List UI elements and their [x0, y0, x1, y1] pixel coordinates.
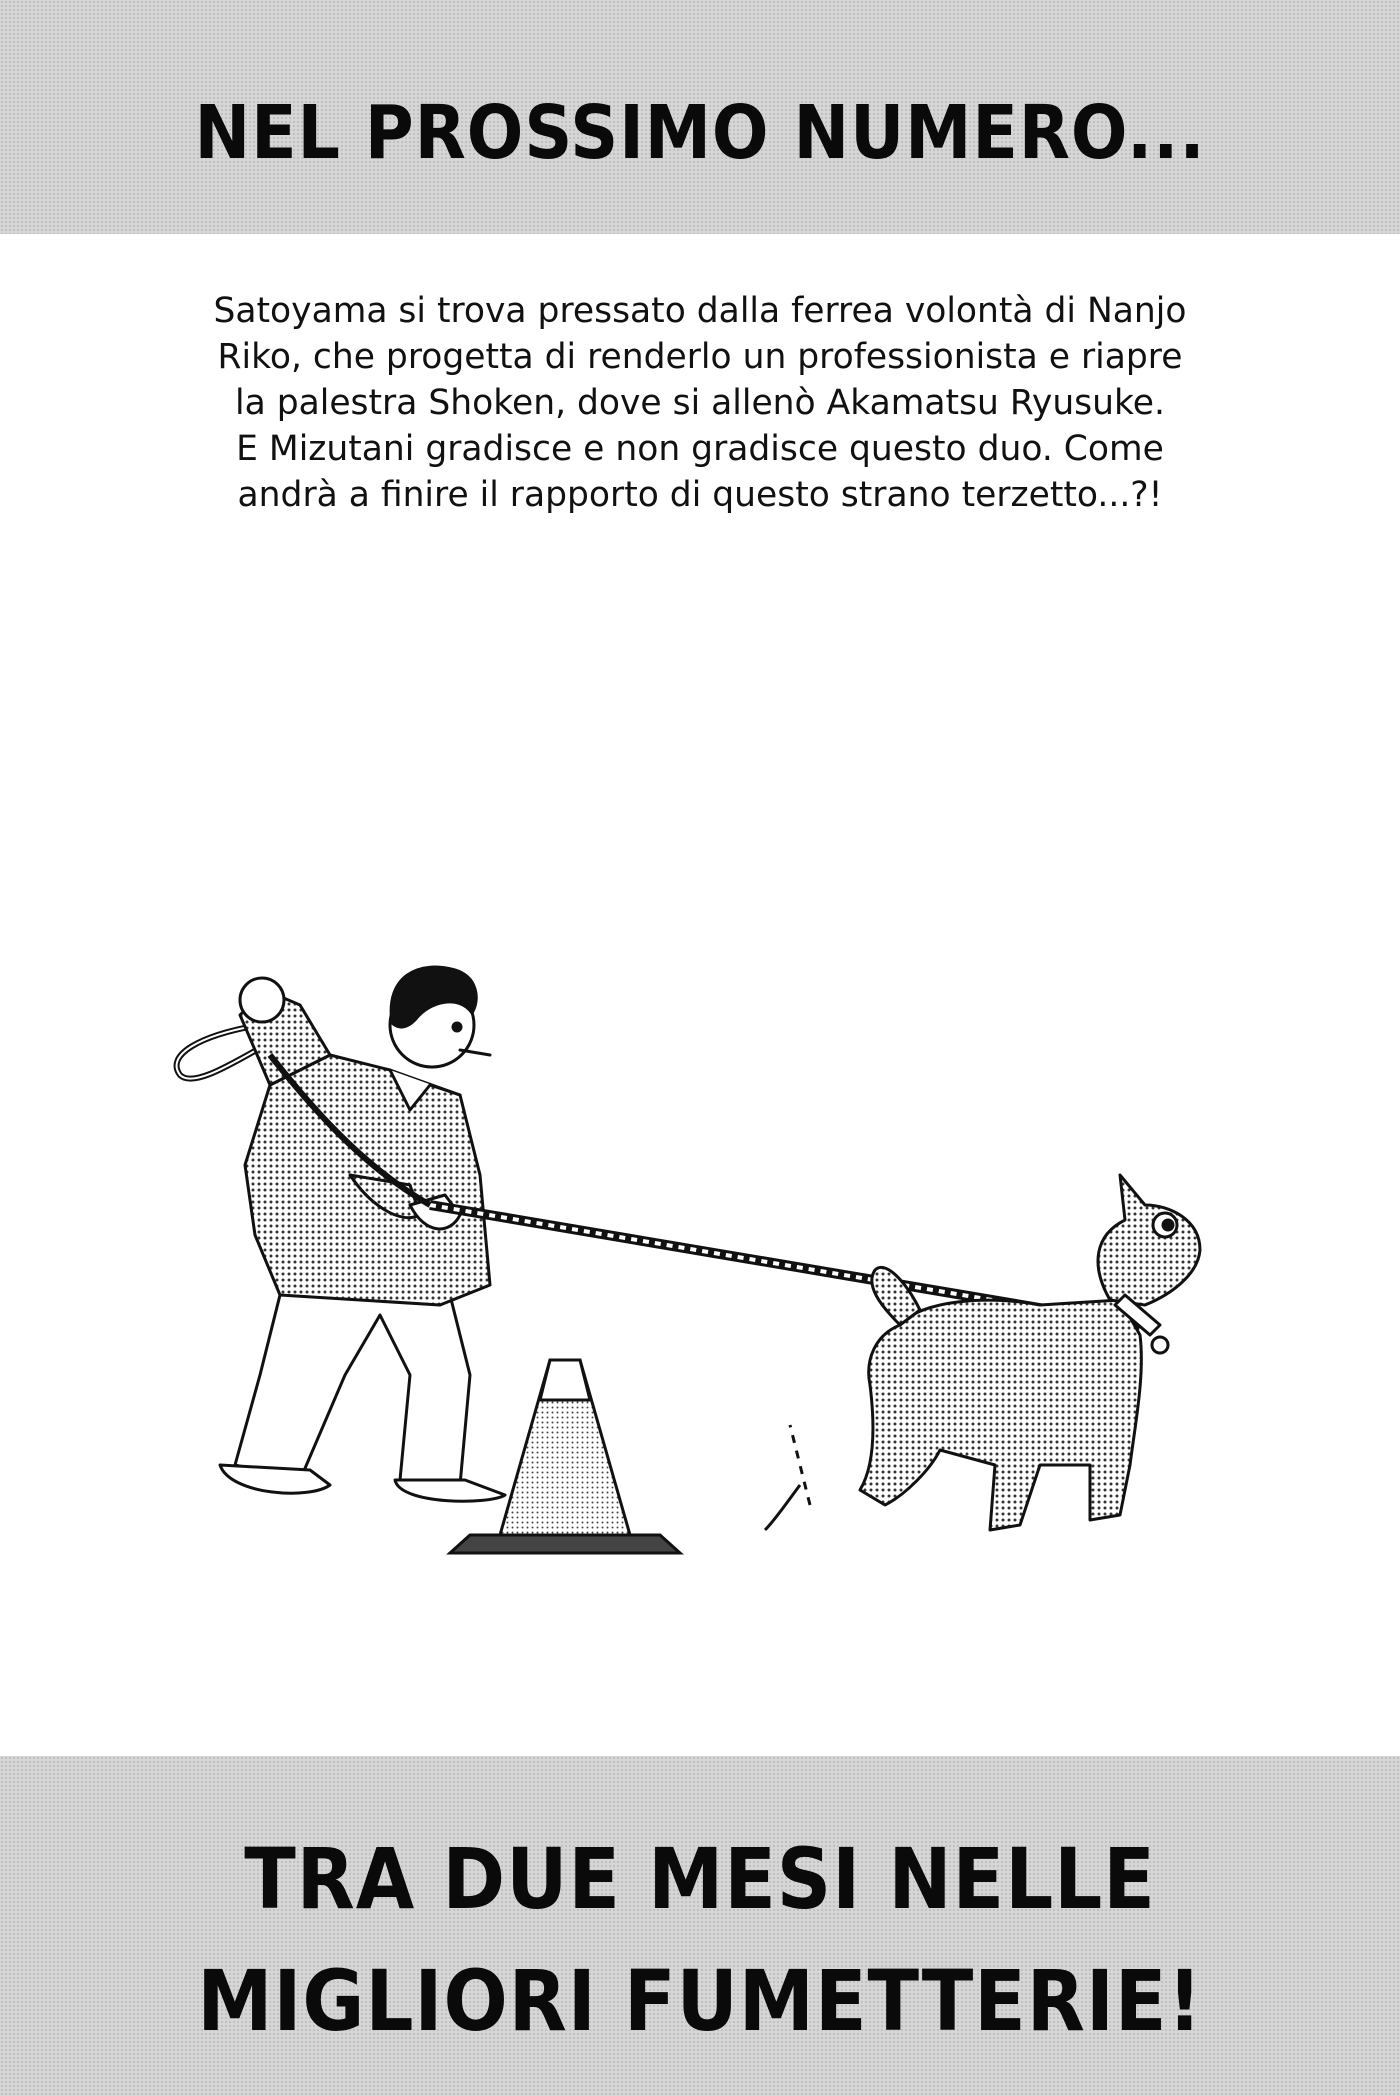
dog-figure [765, 1175, 1200, 1530]
synopsis-line: Riko, che progetta di renderlo un professionista e riapre [217, 337, 1183, 377]
synopsis-line: E Mizutani gradisce e non gradisce questo duo. Come [236, 429, 1164, 469]
manga-illustration [160, 905, 1280, 1645]
release-announcement [70, 1818, 1330, 2062]
synopsis-line: la palestra Shoken, dove si allenò Akamatsu Ryusuke. [235, 383, 1165, 423]
traffic-cone [450, 1360, 680, 1553]
synopsis-text [140, 288, 1260, 518]
synopsis-line: Satoyama si trova pressato dalla ferrea volontà di Nanjo [213, 291, 1187, 331]
announcement-line-2: MIGLIORI FUMETTERIE! [197, 1952, 1203, 2050]
page-title: NEL PROSSIMO NUMERO... [194, 90, 1206, 176]
announcement-line-1: TRA DUE MESI NELLE [244, 1830, 1156, 1928]
man-figure [177, 967, 505, 1501]
synopsis-line: andrà a finire il rapporto di questo strano terzetto...?! [237, 475, 1163, 515]
